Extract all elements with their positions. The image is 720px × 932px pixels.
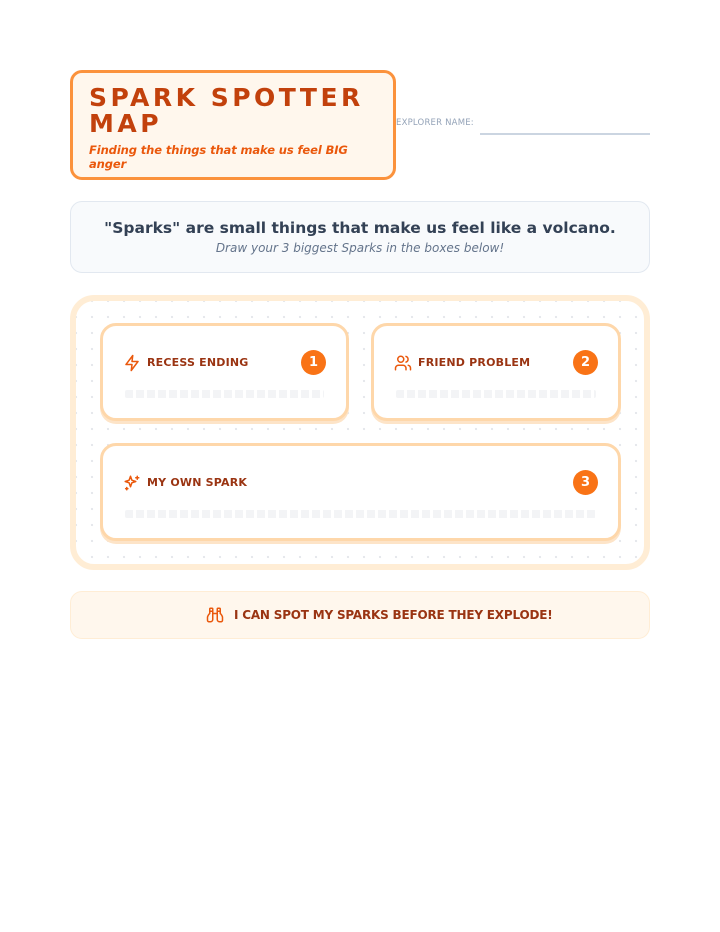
number-badge: 1 [301,350,326,375]
title-card [70,70,396,180]
spark-label: RECESS ENDING [147,356,249,369]
page-title: SPARK SPOTTER MAP [89,83,364,138]
intro-instructions: Draw your 3 biggest Sparks in the boxes below! [215,241,505,255]
spark-box-2[interactable] [371,323,621,421]
page-subtitle: Finding the things that make us feel BIG anger [89,143,348,171]
drawing-area[interactable] [396,390,596,398]
number-badge: 2 [573,350,598,375]
spark-box-3[interactable] [100,443,621,541]
intro-box [70,201,650,273]
affirmation-text: I CAN SPOT MY SPARKS BEFORE THEY EXPLODE! [234,608,553,622]
explorer-name-field[interactable] [480,133,650,135]
binoculars-icon [206,606,224,624]
spark-map [70,295,650,570]
spark-box-1[interactable] [100,323,349,421]
spark-label: FRIEND PROBLEM [418,356,531,369]
number-badge: 3 [573,470,598,495]
drawing-area[interactable] [125,390,324,398]
lightning-icon [123,354,141,372]
users-icon [394,354,412,372]
explorer-name-label: EXPLORER NAME: [396,118,474,128]
intro-main-text: "Sparks" are small things that make us feel like a volcano. [104,219,616,237]
sparkles-icon [123,474,141,492]
affirmation-banner [70,591,650,639]
spark-label: MY OWN SPARK [147,476,248,489]
drawing-area[interactable] [125,510,596,518]
